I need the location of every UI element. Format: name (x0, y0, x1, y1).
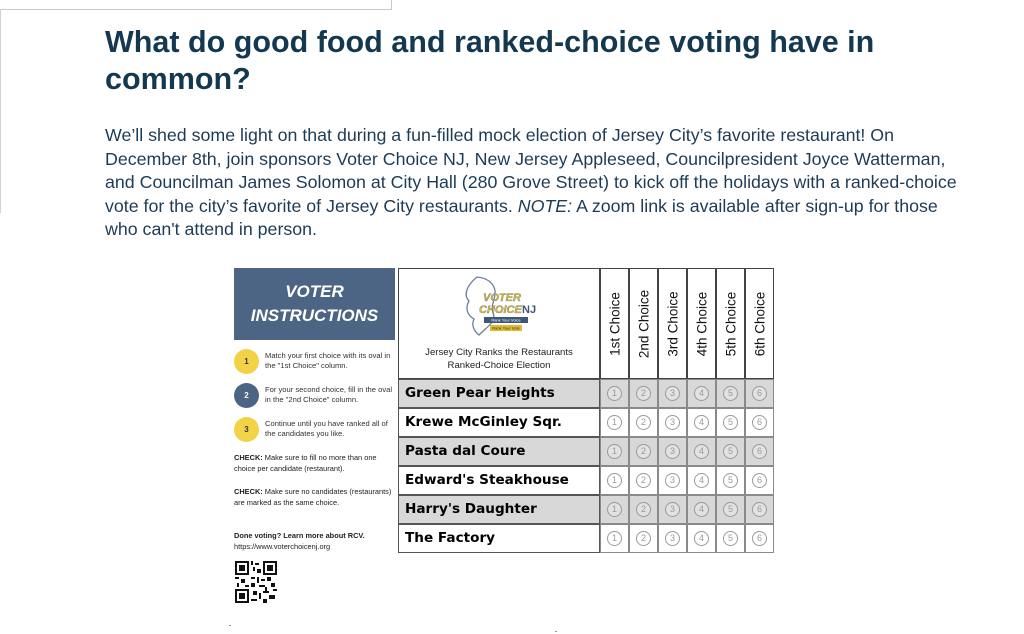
choice-label: 1st Choice (607, 291, 622, 356)
choice-label: 6th Choice (752, 291, 767, 356)
instructions-title-line2: INSTRUCTIONS (250, 306, 379, 325)
oval-cell (600, 408, 629, 437)
qr-code-icon (235, 561, 277, 603)
logo-text-nj: NJ (522, 304, 537, 316)
candidate-row (398, 437, 775, 466)
oval-cell (600, 495, 629, 524)
choice-oval: 2 (636, 531, 651, 546)
frame-line (0, 9, 1, 213)
oval-cell (745, 437, 774, 466)
oval-cell (687, 466, 716, 495)
oval-cell (658, 408, 687, 437)
oval-cell (716, 437, 745, 466)
candidate-name: Krewe McGinley Sqr. (398, 408, 600, 437)
oval-cell (716, 466, 745, 495)
choice-oval: 4 (694, 386, 709, 401)
oval-cell (687, 408, 716, 437)
choice-oval: 6 (752, 415, 767, 430)
choice-oval: 1 (607, 502, 622, 517)
check-note-1 (234, 453, 396, 474)
choice-oval: 2 (636, 502, 651, 517)
done-voting-label: Done voting? Learn more about RCV. (234, 531, 365, 540)
choice-column-header (687, 268, 716, 379)
oval-cell (716, 495, 745, 524)
choice-oval: 6 (752, 502, 767, 517)
choice-column-header (600, 268, 629, 379)
oval-cell (687, 524, 716, 553)
choice-oval: 3 (665, 531, 680, 546)
oval-cell (658, 379, 687, 408)
choice-oval: 4 (694, 502, 709, 517)
choice-column-header (629, 268, 658, 379)
ballot-caption-line2: Ranked-Choice Election (447, 360, 551, 371)
choice-oval: 1 (607, 415, 622, 430)
stray-mark (229, 625, 231, 626)
choice-oval: 6 (752, 473, 767, 488)
check-text: Make sure no candidates (restaurants) are marked as the same choice. (234, 487, 392, 507)
choice-oval: 6 (752, 531, 767, 546)
candidate-row (398, 495, 775, 524)
candidate-name: Edward's Steakhouse (398, 466, 600, 495)
choice-oval: 3 (665, 502, 680, 517)
oval-cell (629, 379, 658, 408)
choice-oval: 1 (607, 444, 622, 459)
choice-oval: 5 (723, 473, 738, 488)
choice-oval: 2 (636, 473, 651, 488)
logo-tagline-2: Rank Your Vote (492, 325, 520, 331)
choice-oval: 1 (607, 386, 622, 401)
intro-note-text: A zoom link is available after sign-up for those who can't attend in person. (105, 195, 938, 239)
oval-cell (629, 466, 658, 495)
ballot-caption (399, 346, 599, 372)
choice-oval: 1 (607, 531, 622, 546)
oval-cell (745, 466, 774, 495)
choice-oval: 3 (665, 473, 680, 488)
oval-cell (716, 408, 745, 437)
choice-label: 3rd Choice (665, 290, 680, 357)
choice-oval: 3 (665, 415, 680, 430)
check-label: CHECK: (234, 453, 263, 462)
candidate-name: Pasta dal Coure (398, 437, 600, 466)
ballot-caption-line1: Jersey City Ranks the Restaurants (425, 347, 573, 358)
oval-cell (658, 437, 687, 466)
choice-oval: 5 (723, 415, 738, 430)
frame-line (0, 9, 391, 10)
logo-tagline-1: Rank Your Voice (491, 317, 521, 323)
choice-oval: 5 (723, 502, 738, 517)
ballot-image (230, 267, 778, 607)
oval-cell (600, 379, 629, 408)
oval-cell (745, 495, 774, 524)
oval-cell (687, 379, 716, 408)
choice-label: 5th Choice (723, 291, 738, 356)
oval-cell (687, 437, 716, 466)
choice-column-header (716, 268, 745, 379)
choice-oval: 1 (607, 473, 622, 488)
voterchoice-url: https://www.voterchoicenj.org (234, 541, 331, 551)
frame-line (391, 0, 392, 10)
check-note-2 (234, 487, 396, 508)
voter-choice-nj-logo (457, 275, 543, 339)
choice-oval: 4 (694, 444, 709, 459)
done-voting-note (234, 531, 396, 552)
step-number-badge: 1 (234, 349, 259, 374)
choice-label: 4th Choice (694, 291, 709, 356)
oval-cell (658, 466, 687, 495)
candidate-name: Green Pear Heights (398, 379, 600, 408)
choice-oval: 2 (636, 386, 651, 401)
step-number-badge: 2 (234, 383, 259, 408)
headline: What do good food and ranked-choice voting have in common? (105, 25, 875, 96)
oval-cell (658, 495, 687, 524)
choice-oval: 5 (723, 531, 738, 546)
oval-cell (629, 524, 658, 553)
instructions-title-line1: VOTER (285, 282, 344, 301)
oval-cell (629, 495, 658, 524)
check-text: Make sure to fill no more than one choice per candidate (restaurant). (234, 453, 377, 473)
candidate-name: Harry's Daughter (398, 495, 600, 524)
oval-cell (745, 408, 774, 437)
candidate-row (398, 379, 775, 408)
stray-mark (555, 631, 557, 632)
oval-cell (629, 408, 658, 437)
choice-oval: 5 (723, 444, 738, 459)
oval-cell (687, 495, 716, 524)
choice-oval: 5 (723, 386, 738, 401)
oval-cell (600, 524, 629, 553)
choice-oval: 4 (694, 415, 709, 430)
step-number-badge: 3 (234, 417, 259, 442)
choice-oval: 4 (694, 531, 709, 546)
oval-cell (745, 379, 774, 408)
oval-cell (658, 524, 687, 553)
candidate-row (398, 524, 775, 553)
intro-note-label: NOTE: (517, 195, 573, 216)
intro-body: We’ll shed some light on that during a fun-filled mock election of Jersey City’s favorite restaurant! On December 8th, join sponsors Voter Choice NJ, New Jersey Appleseed, Councilpresident Joyce Watterman, and Councilman James Solomon at City Hall (280 Grove Street) to kick off the holidays with a ranked-choice vote for the city’s favorite of Jersey City restaurants. (105, 125, 957, 216)
oval-cell (745, 524, 774, 553)
choice-oval: 6 (752, 386, 767, 401)
choice-column-header (745, 268, 774, 379)
choice-oval: 3 (665, 386, 680, 401)
oval-cell (716, 524, 745, 553)
candidate-name: The Factory (398, 524, 600, 553)
step-text: Match your first choice with its oval in the "1st Choice" column. (265, 351, 391, 370)
choice-column-header (658, 268, 687, 379)
ballot-logo-cell (398, 268, 600, 379)
oval-cell (600, 466, 629, 495)
candidate-row (398, 408, 775, 437)
choice-oval: 3 (665, 444, 680, 459)
logo-text-choice: CHOICE (479, 304, 522, 316)
intro-paragraph (105, 124, 965, 242)
oval-cell (600, 437, 629, 466)
logo-text-voter: VOTER (483, 292, 521, 304)
choice-oval: 4 (694, 473, 709, 488)
oval-cell (716, 379, 745, 408)
instructions-header (234, 268, 395, 340)
oval-cell (629, 437, 658, 466)
check-label: CHECK: (234, 487, 263, 496)
choice-label: 2nd Choice (636, 289, 651, 358)
step-text: Continue until you have ranked all of the candidates you like. (265, 419, 388, 438)
choice-oval: 2 (636, 415, 651, 430)
step-text: For your second choice, fill in the oval in the "2nd Choice" column. (265, 385, 393, 404)
candidate-row (398, 466, 775, 495)
choice-oval: 2 (636, 444, 651, 459)
choice-oval: 6 (752, 444, 767, 459)
